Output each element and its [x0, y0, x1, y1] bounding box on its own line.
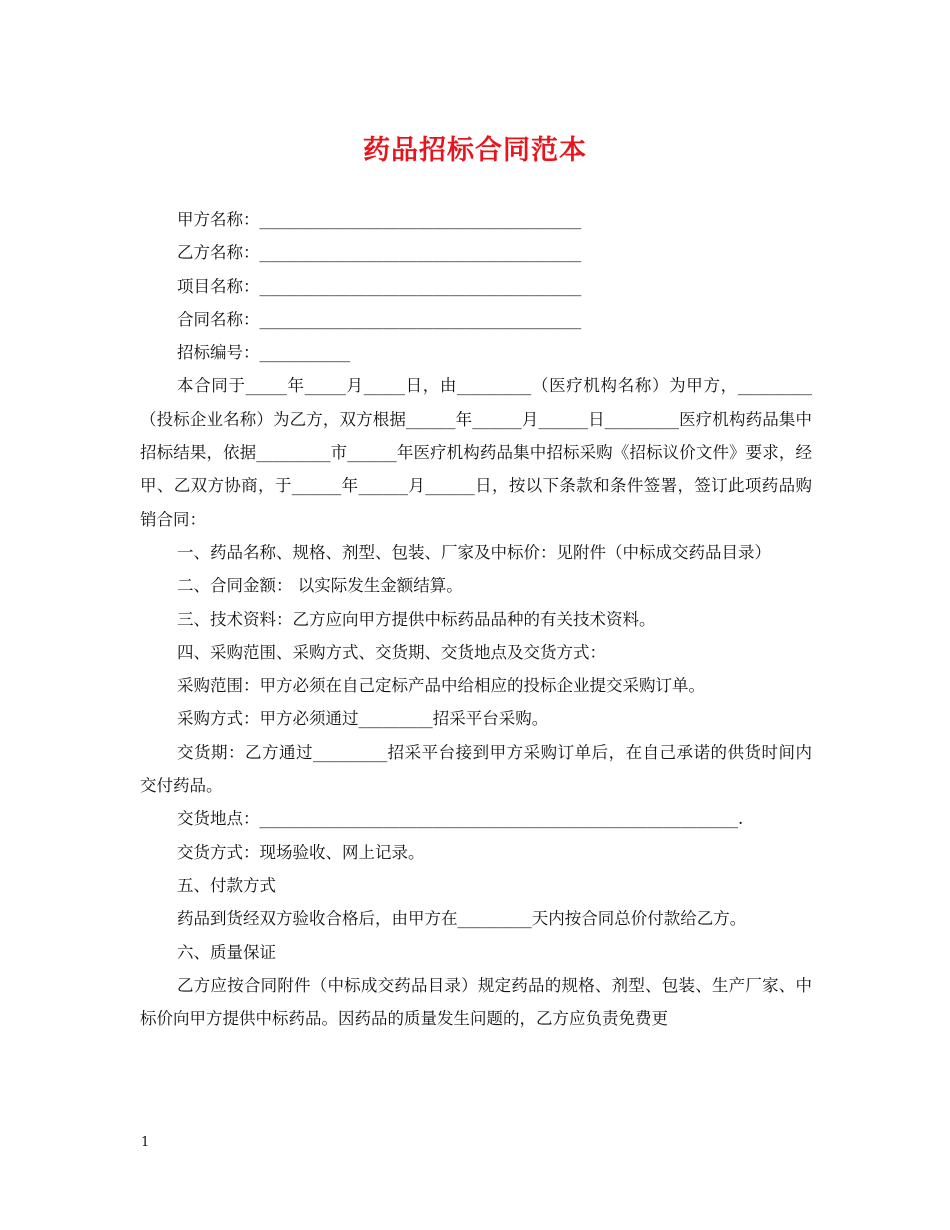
document-title: 药品招标合同范本 [363, 135, 587, 166]
delivery-period: 交货期：乙方通过_________招采平台接到甲方采购订单后，在自己承诺的供货时间内交付药品。 [140, 742, 812, 796]
contract-name-line: 合同名称：_______________________________________ [177, 309, 582, 329]
contract-intro-paragraph: 本合同于_____年_____月_____日，由_________（医疗机构名称）为甲方，_________（投标企业名称）为乙方，双方根据______年______月______日_________医疗机构药品集中招标结果，依据_________市______年医疗机构药品集中招标采购《招标议价文件》要求，经甲、乙双方协商，于______年______月______日，按以下条款和条件签署，签订此项药品购销合同： [140, 376, 812, 529]
procurement-method: 采购方式：甲方必须通过_________招采平台采购。 [177, 709, 549, 729]
party-a-name-line: 甲方名称：_______________________________________ [177, 210, 582, 229]
document-body [140, 203, 812, 1035]
delivery-method: 交货方式：现场验收、网上记录。 [177, 842, 425, 862]
delivery-location: 交货地点：__________________________________________________________. [177, 809, 744, 829]
payment-terms: 药品到货经双方验收合格后，由甲方在_________天内按合同总价付款给乙方。 [177, 909, 747, 929]
tender-number-line: 招标编号：___________ [177, 343, 351, 363]
clause-3-technical-data: 三、技术资料：乙方应向甲方提供中标药品品种的有关技术资料。 [177, 609, 656, 629]
project-name-line: 项目名称：_______________________________________ [177, 276, 582, 296]
party-b-name-line: 乙方名称：_______________________________________ [177, 243, 582, 263]
procurement-scope: 采购范围：甲方必须在自己定标产品中给相应的投标企业提交采购订单。 [177, 676, 705, 696]
clause-5-payment: 五、付款方式 [177, 875, 276, 895]
quality-terms: 乙方应按合同附件（中标成交药品目录）规定药品的规格、剂型、包装、生产厂家、中标价向甲方提供中标药品。因药品的质量发生问题的，乙方应负责免费更 [140, 975, 812, 1029]
clause-6-quality: 六、质量保证 [177, 942, 276, 962]
page-number: 1 [141, 1135, 150, 1150]
clause-2-amount: 二、合同金额： 以实际发生金额结算。 [177, 576, 463, 596]
clause-4-procurement: 四、采购范围、采购方式、交货期、交货地点及交货方式： [177, 642, 606, 662]
clause-1-drug-info: 一、药品名称、规格、剂型、包装、厂家及中标价：见附件（中标成交药品目录） [177, 542, 771, 562]
